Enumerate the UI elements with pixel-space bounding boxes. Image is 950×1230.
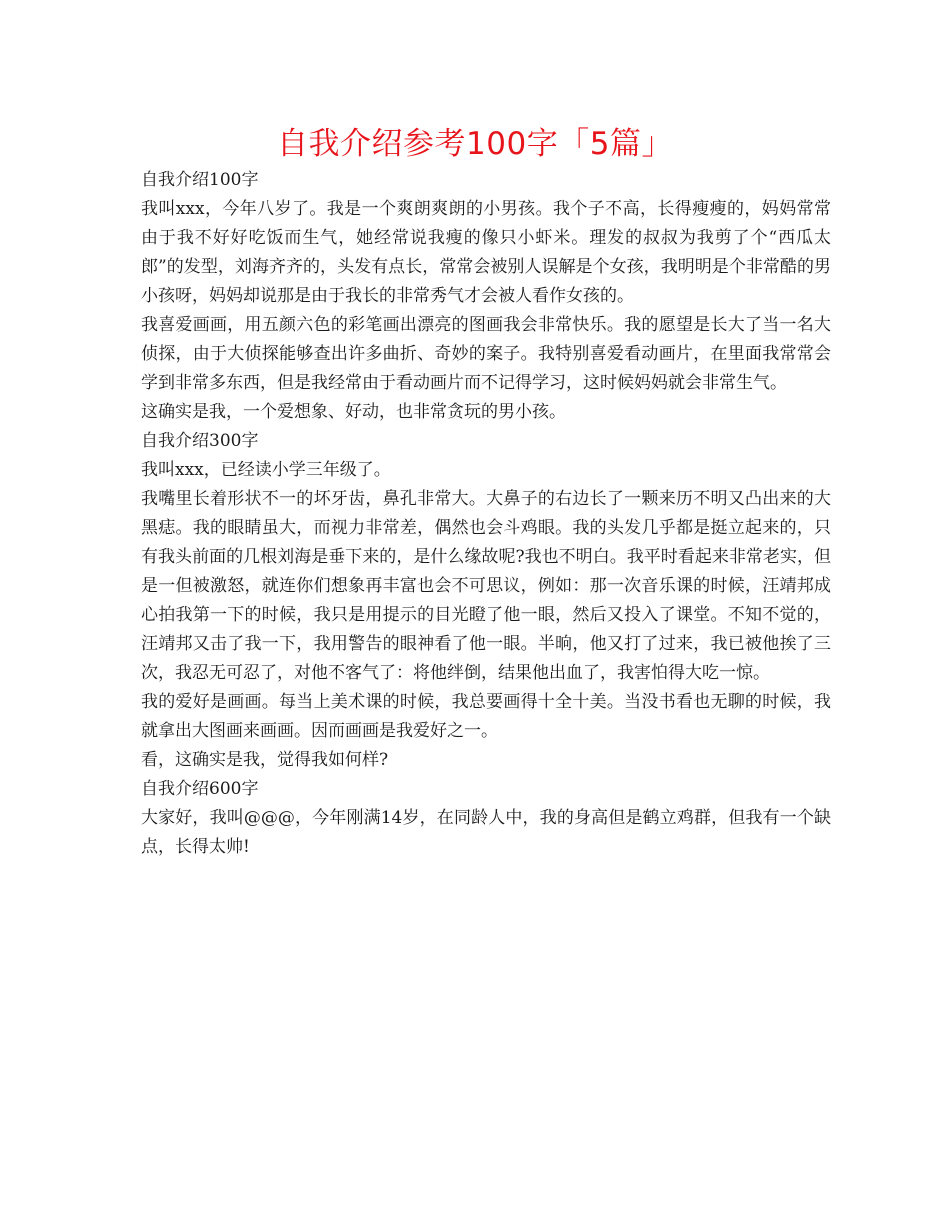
body-paragraph: 我叫xxx，今年八岁了。我是一个爽朗爽朗的小男孩。我个子不高，长得瘦瘦的，妈妈常常由于我不好好吃饭而生气，她经常说我瘦的像只小虾米。理发的叔叔为我剪了个“西瓜太郎”的发型，刘海齐齐的，头发有点长，常常会被别人误解是个女孩，我明明是个非常酷的男小孩呀，妈妈却说那是由于我长的非常秀气才会被人看作女孩的。 (141, 199, 831, 306)
body-paragraph: 大家好，我叫@@@，今年刚满14岁，在同龄人中，我的身高但是鹤立鸡群，但我有一个缺点，长得太帅! (141, 808, 831, 857)
body-paragraph: 我的爱好是画画。每当上美术课的时候，我总要画得十全十美。当没书看也无聊的时候，我就拿出大图画来画画。因而画画是我爱好之一。 (141, 692, 831, 741)
section-heading: 自我介绍300字 (141, 431, 259, 451)
section-heading: 自我介绍600字 (141, 779, 259, 799)
body-paragraph: 我叫xxx，已经读小学三年级了。 (141, 460, 391, 480)
body-paragraph: 看，这确实是我，觉得我如何样? (141, 750, 389, 770)
body-paragraph: 我喜爱画画，用五颜六色的彩笔画出漂亮的图画我会非常快乐。我的愿望是长大了当一名大侦探，由于大侦探能够查出许多曲折、奇妙的案子。我特别喜爱看动画片，在里面我常常会学到非常多东西，但是我经常由于看动画片而不记得学习，这时候妈妈就会非常生气。 (141, 315, 831, 393)
section-heading: 自我介绍100字 (141, 170, 259, 190)
body-paragraph: 我嘴里长着形状不一的坏牙齿，鼻孔非常大。大鼻子的右边长了一颗来历不明又凸出来的大黑痣。我的眼睛虽大，而视力非常差，偶然也会斗鸡眼。我的头发几乎都是挺立起来的，只有我头前面的几根刘海是垂下来的，是什么缘故呢?我也不明白。我平时看起来非常老实，但是一但被激怒，就连你们想象再丰富也会不可思议，例如：那一次音乐课的时候，汪靖邦成心拍我第一下的时候，我只是用提示的目光瞪了他一眼，然后又投入了课堂。不知不觉的，汪靖邦又击了我一下，我用警告的眼神看了他一眼。半晌，他又打了过来，我已被他挨了三次，我忍无可忍了，对他不客气了：将他绊倒，结果他出血了，我害怕得大吃一惊。 (141, 489, 831, 683)
document-body (141, 166, 831, 862)
document-title: 自我介绍参考100字「5篇」 (277, 126, 673, 162)
body-paragraph: 这确实是我，一个爱想象、好动，也非常贪玩的男小孩。 (141, 402, 566, 422)
